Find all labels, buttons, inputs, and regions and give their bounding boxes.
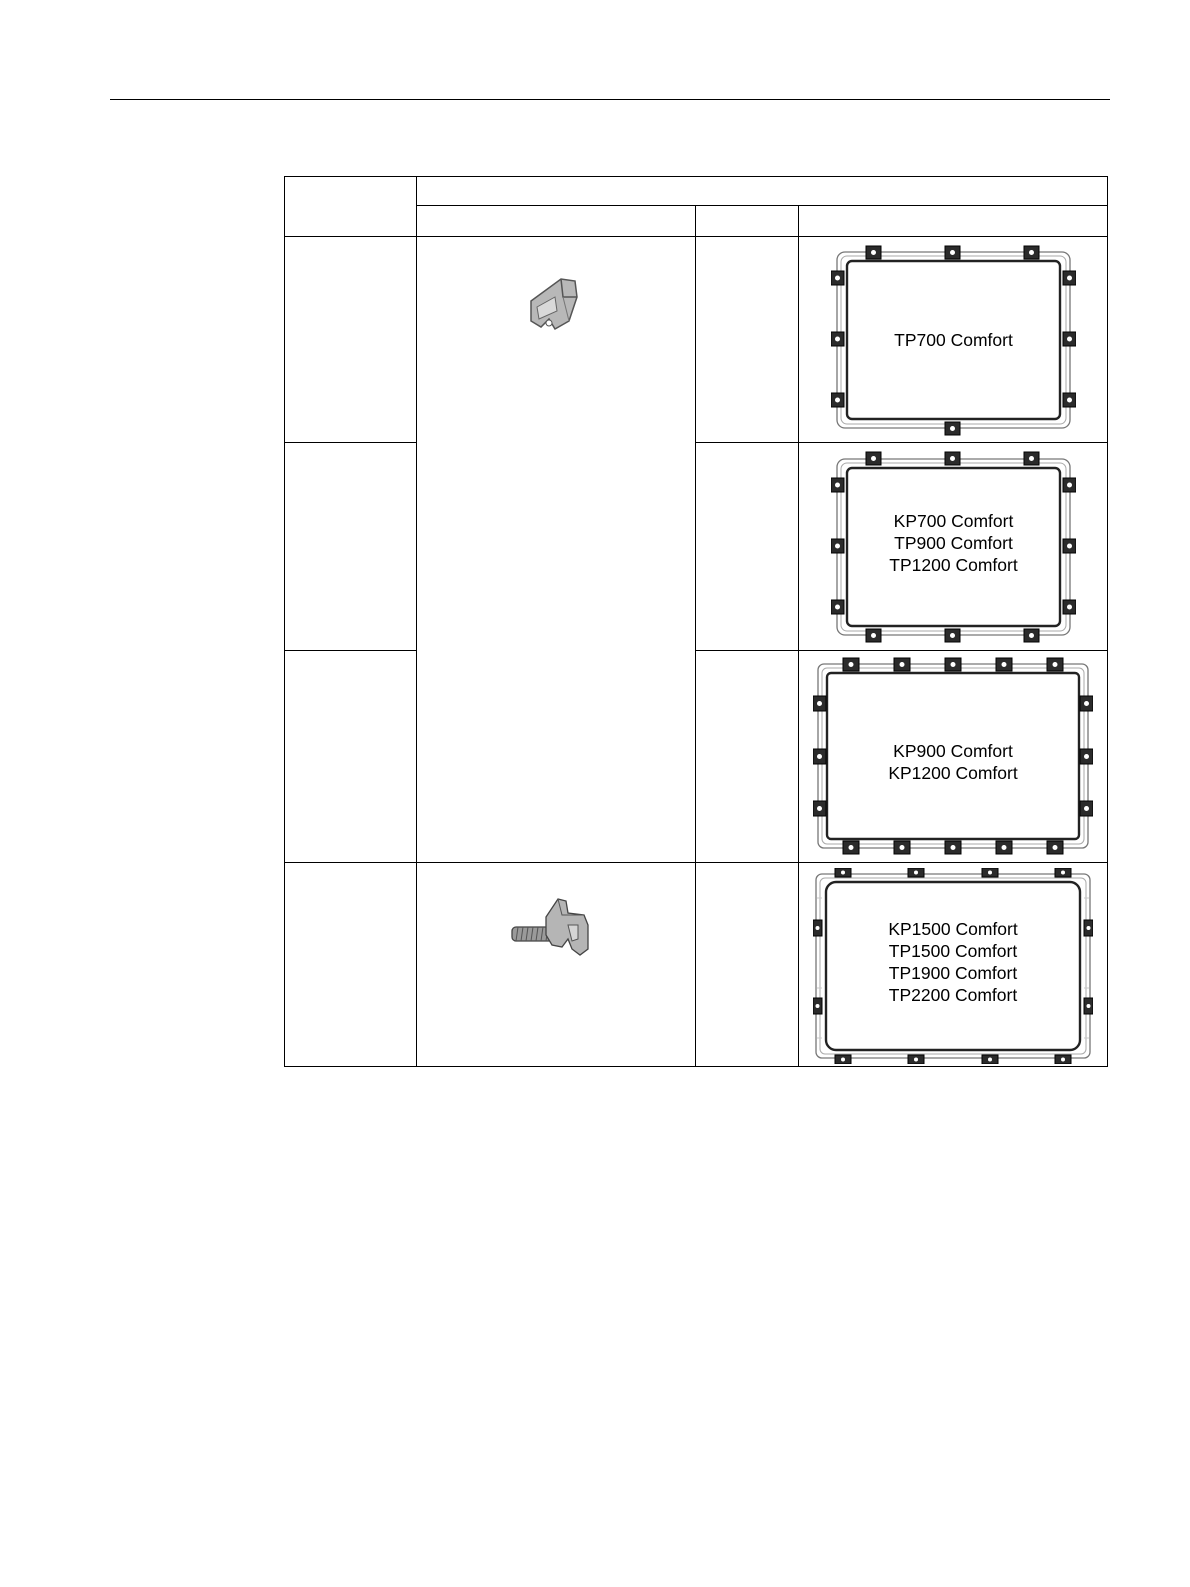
device-diagram-cell — [799, 651, 1108, 863]
device-name: KP900 Comfort — [893, 741, 1013, 761]
row-label-cell — [285, 651, 417, 863]
device-name: KP700 Comfort — [893, 511, 1013, 531]
header-cell-4 — [799, 206, 1108, 237]
mounting-clip-table — [284, 176, 1108, 1067]
header-cell-2 — [417, 206, 696, 237]
device-diagram-cell — [799, 443, 1108, 651]
clip-image-cell — [417, 237, 696, 863]
device-name: TP2200 Comfort — [888, 985, 1018, 1005]
header-rule — [110, 99, 1110, 100]
header-cell-3 — [696, 206, 799, 237]
table-row — [285, 863, 1108, 1067]
device-panel-diagram — [813, 868, 1093, 1064]
device-panel-diagram — [831, 449, 1076, 645]
order-number-cell — [696, 443, 799, 651]
row-label-cell — [285, 863, 417, 1067]
device-diagram-cell — [799, 863, 1108, 1067]
device-diagram-cell — [799, 237, 1108, 443]
table-row — [285, 443, 1108, 651]
device-name: KP1500 Comfort — [888, 919, 1018, 939]
row-label-cell — [285, 443, 417, 651]
device-name: TP700 Comfort — [893, 330, 1013, 350]
clip-image-cell — [417, 863, 696, 1067]
order-number-cell — [696, 863, 799, 1067]
device-panel-diagram — [813, 656, 1093, 856]
device-name: KP1200 Comfort — [888, 763, 1018, 783]
order-number-cell — [696, 651, 799, 863]
header-group-cell — [417, 177, 1108, 206]
device-name: TP900 Comfort — [893, 533, 1013, 553]
table-row — [285, 237, 1108, 443]
device-panel-diagram — [831, 242, 1076, 438]
header-cell-1 — [285, 177, 417, 237]
device-name: TP1200 Comfort — [888, 555, 1018, 575]
device-name: TP1900 Comfort — [888, 963, 1018, 983]
device-name: TP1500 Comfort — [888, 941, 1018, 961]
mounting-clip-icon — [511, 271, 601, 341]
threaded-clamp-icon — [506, 893, 606, 963]
order-number-cell — [696, 237, 799, 443]
row-label-cell — [285, 237, 417, 443]
table-row — [285, 651, 1108, 863]
